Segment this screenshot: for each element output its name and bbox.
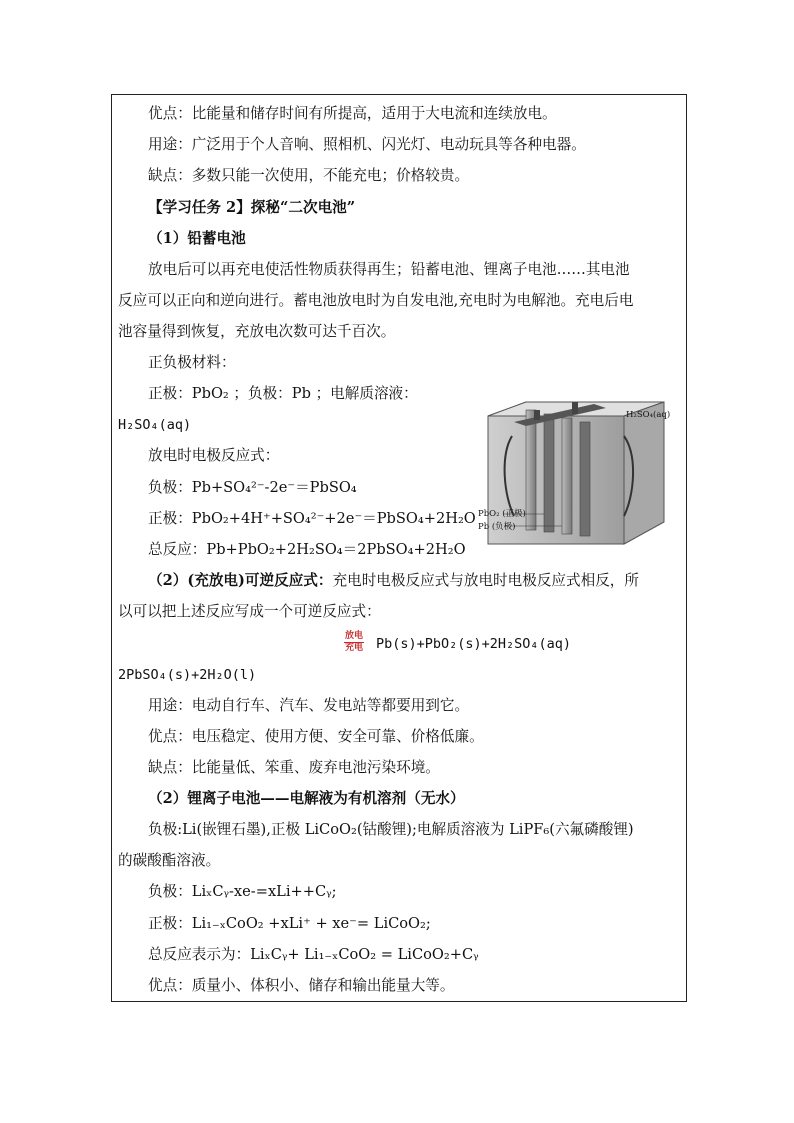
label-electrolyte: H₂SO₄(aq): [626, 410, 671, 420]
reversible-heading: （2）(充放电)可逆反应式：: [148, 572, 333, 589]
line-disadvantage-1: 缺点：多数只能一次使用，不能充电；价格较贵。: [148, 167, 470, 184]
condition-discharge: 放电: [344, 631, 363, 641]
lithium-line-1: 负极:Li(嵌锂石墨),正极 LiCoO₂(钴酸锂);电解质溶液为 LiPF₆(六氟磷酸锂): [148, 821, 634, 838]
para-line-3: 池容量得到恢复，充放电次数可达千百次。: [118, 323, 396, 340]
reversible-text: 充电时电极反应式与放电时电极反应式相反，所: [332, 572, 639, 589]
reversible-line-1: [148, 571, 639, 591]
reaction-condition: [343, 631, 365, 654]
lithium-positive: 正极：Li₁₋ₓCoO₂ +xLi⁺ + xe⁻= LiCoO₂;: [148, 915, 431, 932]
line-advantage-2: 优点：电压稳定、使用方便、安全可靠、价格低廉。: [148, 728, 484, 745]
lithium-advantage: 优点：质量小、体积小、储存和输出能量大等。: [148, 977, 455, 994]
section-lead-battery: （1）铅蓄电池: [148, 230, 246, 247]
reversible-equation-left: Pb(s)+PbO₂(s)+2H₂SO₄(aq): [376, 636, 572, 652]
task-heading: 【学习任务 2】探秘“二次电池”: [148, 199, 356, 216]
negative-reaction: 负极：Pb+SO₄²⁻-2e⁻＝PbSO₄: [148, 479, 357, 496]
line-disadvantage-2: 缺点：比能量低、笨重、废弃电池污染环境。: [148, 759, 440, 776]
lithium-total: 总反应表示为：LiₓCᵧ+ Li₁₋ₓCoO₂ = LiCoO₂+Cᵧ: [148, 946, 479, 963]
discharge-label: 放电时电极反应式：: [148, 447, 280, 464]
condition-charge: 充电: [344, 643, 363, 653]
label-negative-plate: Pb (负极): [478, 522, 516, 532]
electrode-materials-label: 正负极材料：: [148, 354, 236, 371]
line-usage-2: 用途：电动自行车、汽车、发电站等都要用到它。: [148, 697, 470, 714]
lithium-line-2: 的碳酸酯溶液。: [118, 852, 221, 869]
electrolyte: H₂SO₄(aq): [118, 417, 192, 433]
lithium-negative: 负极：LiₓCᵧ-xe-=xLi++Cᵧ;: [148, 883, 337, 900]
line-advantage-1: 优点：比能量和储存时间有所提高，适用于大电流和连续放电。: [148, 105, 557, 122]
lead-acid-battery-figure: [474, 396, 680, 550]
reversible-line-2: 以可以把上述反应写成一个可逆反应式：: [118, 603, 381, 620]
para-line-2: 反应可以正向和逆向进行。蓄电池放电时为自发电池,充电时为电解池。充电后电: [118, 292, 634, 309]
label-positive-plate: PbO₂ (正极): [478, 509, 526, 519]
section-lithium-battery: （2）锂离子电池——电解液为有机溶剂（无水）: [148, 790, 465, 807]
electrode-materials: 正极：PbO₂ ；负极：Pb ；电解质溶液：: [148, 385, 418, 402]
positive-reaction: 正极：PbO₂+4H⁺+SO₄²⁻+2e⁻＝PbSO₄+2H₂O: [148, 510, 476, 527]
para-line-1: 放电后可以再充电使活性物质获得再生；铅蓄电池、锂离子电池……其电池: [148, 261, 630, 278]
line-usage-1: 用途：广泛用于个人音响、照相机、闪光灯、电动玩具等各种电器。: [148, 136, 586, 153]
total-reaction: 总反应：Pb+PbO₂+2H₂SO₄＝2PbSO₄+2H₂O: [148, 541, 466, 558]
reversible-equation-right: 2PbSO₄(s)+2H₂O(l): [118, 667, 257, 683]
